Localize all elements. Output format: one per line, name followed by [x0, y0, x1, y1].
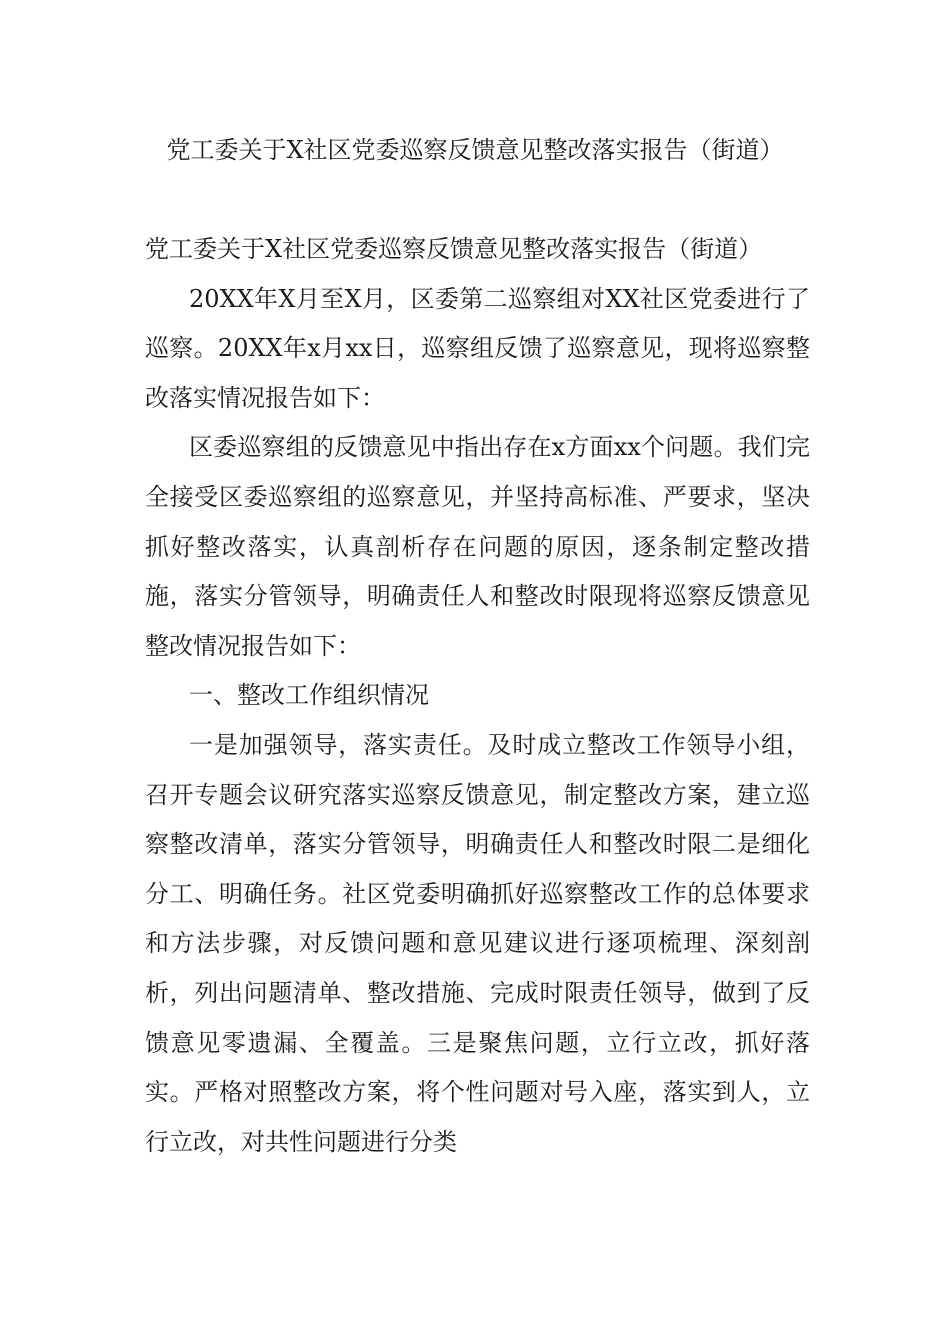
rectification-paragraph: 一是加强领导，落实责任。及时成立整改工作领导小组，召开专题会议研究落实巡察反馈意见，制定整改方案，建立巡察整改清单，落实分管领导，明确责任人和整改时限二是细化分工、明确任务。社区党委明确抓好巡察整改工作的总体要求和方法步骤，对反馈问题和意见建议进行逐项梳理、深刻剖析，列出问题清单、整改措施、完成时限责任领导，做到了反馈意见零遗漏、全覆盖。三是聚焦问题，立行立改，抓好落实。严格对照整改方案，将个性问题对号入座，落实到人，立行立改，对共性问题进行分类 [145, 730, 810, 1156]
intro-paragraph: 20XX年X月至X月，区委第二巡察组对XX社区党委进行了巡察。20XX年x月xx日，巡察组反馈了巡察意见，现将巡察整改落实情况报告如下： [145, 284, 810, 412]
document-body [145, 225, 810, 1167]
section-heading: 一、整改工作组织情况 [189, 681, 429, 710]
document-title: 党工委关于X社区党委巡察反馈意见整改落实报告（街道） [166, 136, 784, 164]
repeated-title-paragraph: 党工委关于X社区党委巡察反馈意见整改落实报告（街道） [145, 235, 763, 263]
feedback-paragraph: 区委巡察组的反馈意见中指出存在x方面xx个问题。我们完全接受区委巡察组的巡察意见，并坚持高标准、严要求，坚决抓好整改落实，认真剖析存在问题的原因，逐条制定整改措施，落实分管领导，明确责任人和整改时限现将巡察反馈意见整改情况报告如下： [145, 433, 810, 660]
